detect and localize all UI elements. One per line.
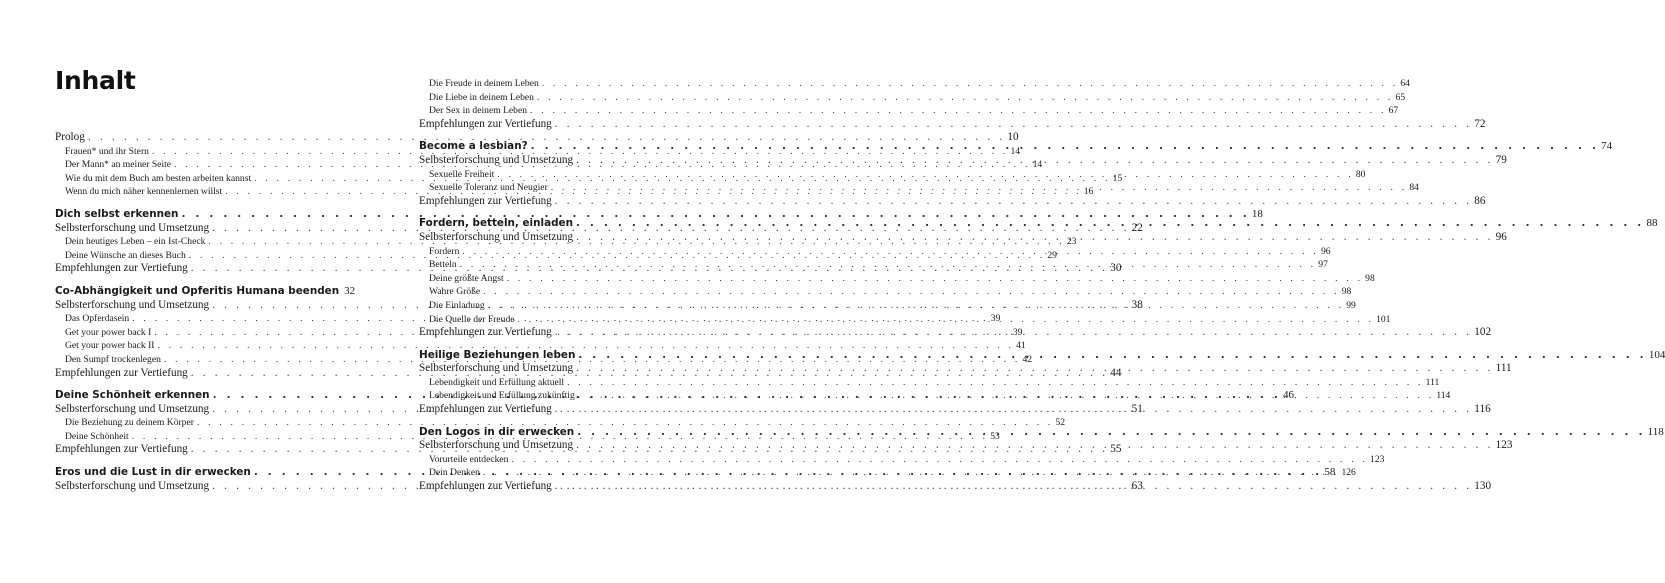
toc-dot-leader: [576, 231, 1494, 245]
toc-dot-leader: [462, 245, 1319, 259]
toc-page-number: 29: [1047, 249, 1057, 261]
toc-dot-leader: [488, 299, 1345, 313]
toc-page-number: 22: [1131, 221, 1143, 234]
toc-entry-title: Der Sex in deinem Leben: [429, 105, 528, 117]
toc-dot-leader: [507, 272, 1364, 286]
toc-page-number: 88: [1646, 217, 1658, 230]
toc-entry-title: Den Logos in dir erwecken: [419, 425, 575, 438]
toc-page-number: 111: [1425, 376, 1440, 388]
toc-entry-title: Die Liebe in deinem Leben: [429, 91, 534, 103]
toc-dot-leader: [555, 195, 1473, 209]
toc-entry-title: Heilige Beziehungen leben: [419, 348, 576, 361]
toc-entry-title: Dein heutiges Leben – ein Ist-Check: [65, 236, 206, 248]
toc-subsection-entry: [419, 285, 1352, 299]
toc-page-number: 44: [1110, 366, 1122, 379]
toc-subsection-entry: [55, 339, 1026, 353]
toc-entry-title: Lebendigkeit und Erfüllung aktuell: [429, 376, 565, 388]
toc-entry-title: Selbsterforschung und Umsetzung: [55, 221, 210, 234]
toc-entry-title: Die Quelle der Freude: [429, 313, 515, 325]
toc-entry-title: Die Einladung: [429, 299, 485, 311]
toc-entry-title: Empfehlungen zur Vertiefung: [419, 403, 552, 416]
toc-subsection-entry: [55, 416, 1066, 430]
toc-dot-leader: [483, 285, 1340, 299]
toc-dot-leader: [576, 217, 1644, 231]
toc-entry-title: Wenn du mich näher kennenlernen willst: [65, 186, 223, 198]
toc-page-number: 104: [1648, 348, 1665, 361]
toc-subsection-entry: [419, 91, 1406, 105]
toc-entry-title: Empfehlungen zur Vertiefung: [419, 194, 552, 207]
toc-subsection-entry: [419, 453, 1385, 467]
toc-page-number: 84: [1409, 182, 1419, 194]
toc-page-number: 41: [1016, 340, 1026, 352]
toc-page-number: 86: [1474, 194, 1486, 207]
toc-page-number: 64: [1400, 78, 1410, 89]
toc-dot-leader: [555, 480, 1473, 494]
toc-entry-title: Empfehlungen zur Vertiefung: [55, 262, 188, 275]
toc-page-number: 65: [1395, 91, 1406, 103]
toc-page-number: 67: [1388, 105, 1399, 117]
toc-entry-title: Der Mann* an meiner Seite: [65, 159, 172, 171]
toc-entry-title: Vorurteile entdecken: [429, 453, 509, 465]
toc-entry-title: Empfehlungen zur Vertiefung: [419, 326, 552, 339]
toc-entry-title: Selbsterforschung und Umsetzung: [55, 402, 210, 415]
toc-page-number: 58: [1324, 466, 1336, 479]
toc-dot-leader: [577, 426, 1645, 440]
toc-page-number: 39: [990, 313, 1001, 325]
toc-dot-leader: [555, 326, 1473, 340]
toc-dot-leader: [497, 168, 1354, 182]
page-title: Inhalt: [55, 66, 136, 95]
toc-page-number: 123: [1370, 453, 1385, 465]
toc-entry-title: Empfehlungen zur Vertiefung: [419, 117, 552, 130]
toc-page-number: 130: [1474, 480, 1492, 493]
toc-entry-title: Dich selbst erkennen: [55, 207, 179, 220]
toc-entry-title: Prolog: [55, 131, 85, 143]
toc-dot-leader: [530, 104, 1387, 118]
toc-page-number: 98: [1341, 286, 1352, 298]
toc-dot-leader: [576, 362, 1494, 376]
toc-entry-title: Sexuelle Freiheit: [429, 168, 495, 180]
toc-page-number: 102: [1474, 326, 1492, 339]
toc-page-number: 63: [1131, 479, 1143, 492]
toc-chapter-entry: [55, 284, 356, 299]
toc-page-number: 14: [1010, 145, 1021, 157]
toc-dot-leader: [551, 181, 1408, 195]
toc-entry-title: Selbsterforschung und Umsetzung: [55, 479, 210, 492]
toc-subsection-entry: [419, 104, 1399, 118]
toc-page-number: 96: [1495, 230, 1507, 243]
toc-entry-title: Get your power back II: [65, 340, 155, 352]
toc-page-number: 38: [1131, 298, 1143, 311]
toc-page-number: 51: [1131, 402, 1143, 415]
toc-entry-title: Sexuelle Toleranz und Neugier: [429, 182, 548, 194]
toc-page-number: 52: [1055, 417, 1066, 429]
toc-entry-title: Die Beziehung zu deinem Körper: [65, 417, 194, 429]
toc-page-number: 74: [1601, 140, 1613, 153]
toc-page-number: 15: [1112, 172, 1123, 184]
toc-dot-leader: [576, 439, 1494, 453]
toc-page-number: 18: [1251, 207, 1263, 220]
toc-entry-title: Co-Abhängigkeit und Opferitis Humana beenden: [55, 284, 340, 297]
toc-dot-leader: [511, 453, 1368, 467]
toc-page-number: 80: [1355, 168, 1366, 180]
toc-page-number: 97: [1318, 259, 1328, 271]
toc-page-number: 99: [1346, 299, 1356, 311]
toc-entry-title: Selbsterforschung und Umsetzung: [419, 439, 574, 452]
toc-page-number: 39: [1012, 326, 1023, 338]
toc-entry-title: Become a lesbian?: [419, 140, 528, 153]
toc-entry-title: Wahre Größe: [429, 286, 481, 298]
toc-dot-leader: [578, 389, 1435, 403]
toc-page-number: 114: [1436, 390, 1451, 402]
toc-page-number: 46: [1283, 389, 1295, 402]
toc-chapter-entry: [55, 207, 1263, 222]
toc-page-number: 23: [1066, 236, 1077, 248]
toc-dot-leader: [531, 140, 1599, 154]
toc-dot-leader: [576, 154, 1494, 168]
toc-page-number: 53: [990, 430, 1000, 442]
toc-entry-title: Das Opferdasein: [65, 313, 130, 325]
toc-page-number: 116: [1474, 403, 1491, 416]
toc-entry-title: Den Sumpf trockenlegen: [65, 353, 161, 365]
toc-page-number: 72: [1474, 117, 1486, 130]
toc-dot-leader: [567, 376, 1424, 390]
toc-page-number: 42: [1022, 353, 1033, 365]
toc-entry-title: Lebendigkeit und Erfüllung zukünftig: [429, 390, 575, 402]
toc-page-number: 32: [344, 284, 356, 297]
toc-entry-title: Deine Schönheit erkennen: [55, 389, 210, 402]
toc-dot-leader: [460, 258, 1317, 272]
toc-page-number: 55: [1110, 443, 1122, 456]
toc-entry-title: Fordern: [429, 245, 460, 257]
toc-entry-title: Selbsterforschung und Umsetzung: [419, 362, 574, 375]
toc-page-number: 123: [1495, 439, 1513, 452]
toc-entry-title: Selbsterforschung und Umsetzung: [419, 153, 574, 166]
toc-subsection-entry: [419, 77, 1410, 91]
toc-dot-leader: [578, 349, 1646, 363]
toc-entry-title: Wie du mit dem Buch am besten arbeiten kannst: [65, 172, 252, 184]
toc-dot-leader: [555, 403, 1473, 417]
toc-entry-title: Fordern, betteln, einladen: [419, 217, 573, 230]
toc-entry-title: Deine Schönheit: [65, 430, 129, 442]
toc-dot-leader: [483, 466, 1340, 480]
toc-section-entry: [419, 117, 1486, 132]
toc-page-number: 118: [1647, 425, 1664, 438]
toc-entry-title: Eros und die Lust in dir erwecken: [55, 466, 251, 479]
toc-entry-title: Die Freude in deinem Leben: [429, 78, 539, 89]
toc-dot-leader: [555, 118, 1473, 132]
toc-page-number: 101: [1376, 313, 1391, 325]
toc-subsection-entry: [419, 272, 1375, 286]
toc-dot-leader: [537, 91, 1394, 105]
toc-entry-title: Dein Denken: [429, 467, 480, 479]
toc-page-number: 126: [1341, 467, 1356, 479]
toc-entry-title: Get your power back I: [65, 326, 152, 338]
toc-entry-title: Betteln: [429, 259, 457, 271]
toc-page-number: 111: [1495, 362, 1512, 375]
toc-section-entry: [55, 131, 1019, 145]
toc-page-number: 96: [1320, 245, 1331, 257]
toc-entry-title: Empfehlungen zur Vertiefung: [419, 480, 552, 493]
toc-subsection-entry: [419, 376, 1440, 390]
toc-page-number: 16: [1083, 186, 1094, 198]
toc-page-number: 10: [1007, 131, 1019, 143]
toc-page-number: 98: [1365, 272, 1375, 284]
toc-entry-title: Deine Wünsche an dieses Buch: [65, 249, 186, 261]
toc-dot-leader: [542, 77, 1399, 91]
toc-section-entry: [419, 194, 1486, 209]
toc-entry-title: Deine größte Angst: [429, 272, 504, 284]
toc-dot-leader: [518, 313, 1375, 327]
toc-entry-title: Frauen* und ihr Stern: [65, 145, 149, 157]
toc-page-number: 79: [1495, 153, 1507, 166]
toc-entry-title: Selbsterforschung und Umsetzung: [419, 230, 574, 243]
toc-entry-title: Selbsterforschung und Umsetzung: [55, 298, 210, 311]
toc-page-number: 30: [1110, 262, 1122, 275]
toc-entry-title: Empfehlungen zur Vertiefung: [55, 366, 188, 379]
toc-page-number: 14: [1032, 159, 1043, 171]
toc-entry-title: Empfehlungen zur Vertiefung: [55, 443, 188, 456]
